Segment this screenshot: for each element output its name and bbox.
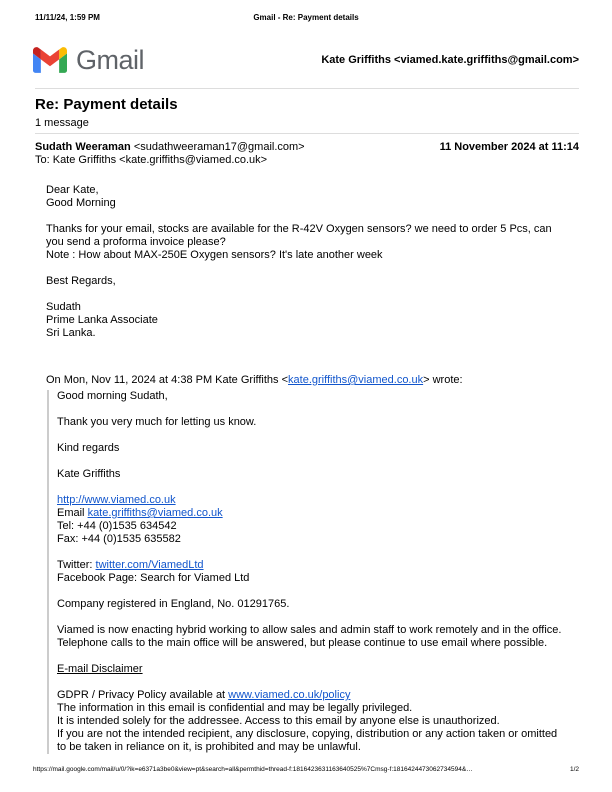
- quote-line: [57, 494, 579, 507]
- quoted-reply: [46, 374, 579, 754]
- quote-line: [57, 663, 579, 676]
- message-header: [35, 141, 579, 167]
- quote-line: It is intended solely for the addressee. Access to this email by anyone else is unauthorized.: [57, 715, 500, 727]
- attribution-text: On Mon, Nov 11, 2024 at 4:38 PM Kate Griffiths <: [46, 374, 289, 386]
- sender-email-link[interactable]: kate.griffiths@viamed.co.uk: [288, 374, 424, 386]
- print-header: [35, 13, 577, 25]
- sender-name: Sudath Weeraman: [35, 141, 131, 153]
- divider: [35, 133, 579, 134]
- page-number: 1/2: [569, 766, 579, 773]
- gmail-logo: [33, 45, 144, 76]
- body-line: Dear Kate,: [46, 184, 99, 196]
- message-date: 11 November 2024 at 11:14: [439, 141, 579, 153]
- print-title: Gmail - Re: Payment details: [253, 13, 359, 22]
- gmail-m-icon: [33, 47, 67, 73]
- print-source-url: https://mail.google.com/mail/u/0/?ik=e6371a3be0&view=pt&search=all&permthid=thread-f:1816423631163640525%7Cmsg-f:1816424473062734594&…: [33, 766, 473, 773]
- message-body: [46, 184, 579, 340]
- policy-link[interactable]: www.viamed.co.uk/policy: [228, 689, 351, 701]
- contact-email-link[interactable]: kate.griffiths@viamed.co.uk: [87, 507, 223, 519]
- body-line: Sudath: [46, 301, 81, 313]
- quote-line: Good morning Sudath,: [57, 390, 168, 402]
- attribution-text: > wrote:: [423, 374, 463, 386]
- quote-line: [57, 507, 579, 520]
- quote-line: Tel: +44 (0)1535 634542: [57, 520, 177, 532]
- print-timestamp: 11/11/24, 1:59 PM: [35, 13, 100, 22]
- blank-line: [57, 650, 579, 663]
- website-link[interactable]: http://www.viamed.co.uk: [57, 494, 176, 506]
- blank-line: [46, 262, 579, 275]
- body-line: Best Regards,: [46, 275, 116, 287]
- from-row: [35, 141, 579, 154]
- gmail-header: [33, 45, 579, 75]
- quote-line: Facebook Page: Search for Viamed Ltd: [57, 572, 250, 584]
- print-footer: [33, 766, 579, 773]
- quote-line: Fax: +44 (0)1535 635582: [57, 533, 181, 545]
- blank-line: [57, 455, 579, 468]
- blank-line: [57, 403, 579, 416]
- blank-line: [57, 585, 579, 598]
- quote-line: Telephone calls to the main office will be answered, but please continue to use email where possible.: [57, 637, 548, 649]
- quote-line: [57, 559, 579, 572]
- blank-line: [57, 481, 579, 494]
- gdpr-label: GDPR / Privacy Policy available at: [57, 689, 229, 701]
- twitter-link[interactable]: twitter.com/ViamedLtd: [95, 559, 204, 571]
- sender: [35, 141, 305, 154]
- quote-body: [47, 390, 579, 754]
- email-label: Email: [57, 507, 88, 519]
- quote-line: Kind regards: [57, 442, 120, 454]
- body-line: Good Morning: [46, 197, 116, 209]
- recipient-line: To: Kate Griffiths <kate.griffiths@viamed.co.uk>: [35, 154, 268, 166]
- quote-line: Company registered in England, No. 01291765.: [57, 598, 290, 610]
- body-line: Sri Lanka.: [46, 327, 96, 339]
- body-line: Note : How about MAX-250E Oxygen sensors? It's late another week: [46, 249, 383, 261]
- twitter-label: Twitter:: [57, 559, 96, 571]
- quote-line: The information in this email is confidential and may be legally privileged.: [57, 702, 413, 714]
- blank-line: [46, 288, 579, 301]
- body-line: Thanks for your email, stocks are available for the R-42V Oxygen sensors? we need to order 5 Pcs, can: [46, 223, 552, 235]
- account-owner: Kate Griffiths <viamed.kate.griffiths@gmail.com>: [321, 54, 579, 66]
- blank-line: [57, 611, 579, 624]
- quote-line: [57, 689, 579, 702]
- disclaimer-heading: E-mail Disclaimer: [57, 663, 143, 675]
- blank-line: [57, 546, 579, 559]
- blank-line: [57, 676, 579, 689]
- sender-email: <sudathweeraman17@gmail.com>: [130, 141, 305, 153]
- quote-attribution: [46, 374, 579, 387]
- blank-line: [46, 210, 579, 223]
- quote-line: Viamed is now enacting hybrid working to allow sales and admin staff to work remotely and in the office.: [57, 624, 562, 636]
- subject-block: [35, 96, 579, 129]
- blank-line: [57, 429, 579, 442]
- body-line: you send a proforma invoice please?: [46, 236, 226, 248]
- quote-line: Thank you very much for letting us know.: [57, 416, 257, 428]
- quote-line: to be taken in reliance on it, is prohibited and may be unlawful.: [57, 741, 361, 753]
- email-subject: Re: Payment details: [35, 96, 178, 113]
- body-line: Prime Lanka Associate: [46, 314, 158, 326]
- quote-line: Kate Griffiths: [57, 468, 121, 480]
- quote-line: If you are not the intended recipient, any disclosure, copying, distribution or any action taken or omitted: [57, 728, 558, 740]
- message-count: 1 message: [35, 117, 89, 129]
- divider: [35, 88, 579, 89]
- gmail-wordmark: Gmail: [76, 44, 145, 75]
